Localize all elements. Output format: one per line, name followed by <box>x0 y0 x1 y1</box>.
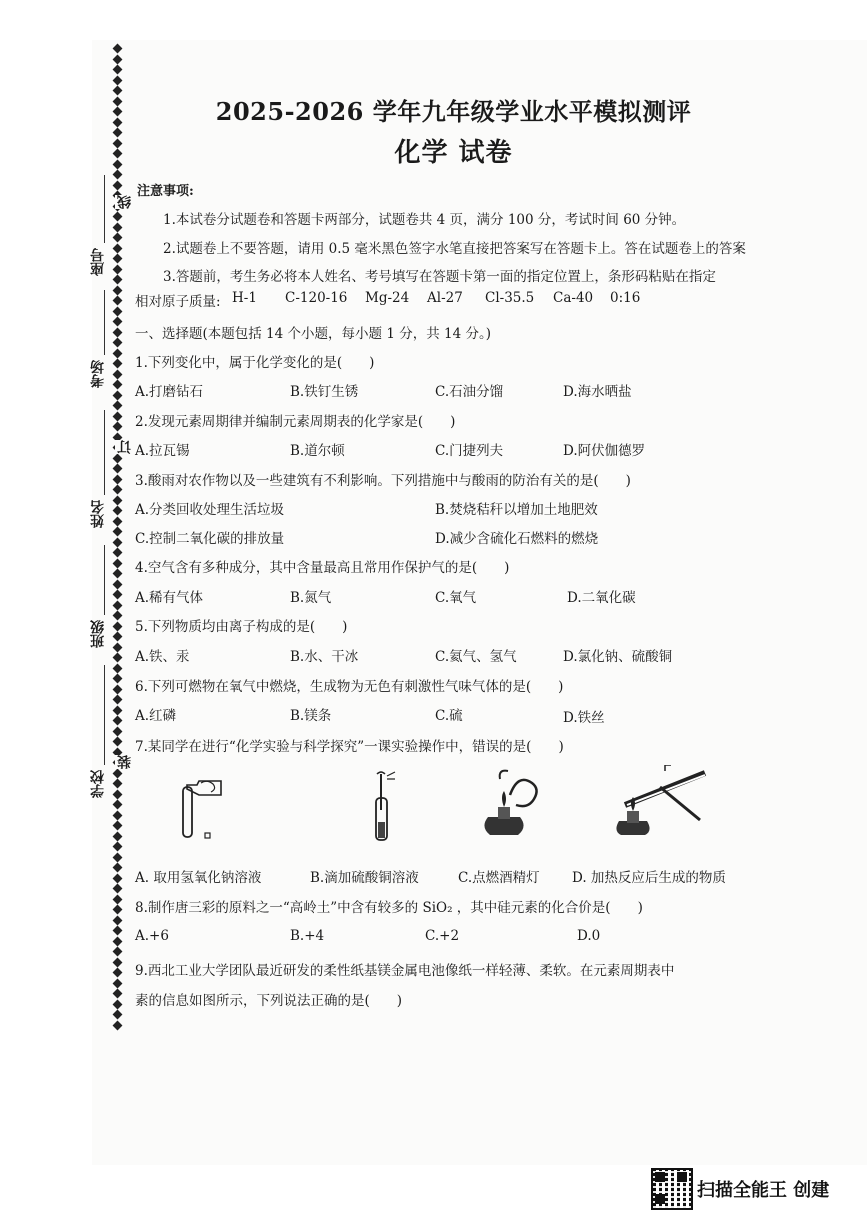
border-diamond <box>113 411 123 421</box>
q5-option-a[interactable]: A.铁、汞 <box>135 649 190 665</box>
q2-option-b[interactable]: B.道尔顿 <box>290 443 345 459</box>
q4-option-c[interactable]: C.氧气 <box>435 590 477 606</box>
q8-option-a[interactable]: A.+6 <box>135 928 169 944</box>
border-diamond <box>113 716 123 726</box>
border-diamond <box>113 233 123 243</box>
field-class-label: 班级 <box>90 620 106 648</box>
atomic-mass-c: C-120-16 <box>285 290 348 306</box>
border-diamond <box>113 642 123 652</box>
q1-option-a[interactable]: A.打磨钻石 <box>135 384 204 400</box>
q6-option-d[interactable]: D.铁丝 <box>563 710 605 726</box>
scanner-watermark: 扫描全能王 创建 <box>697 1180 830 1201</box>
border-diamond <box>113 506 123 516</box>
border-diamond <box>113 1020 123 1030</box>
border-diamond <box>113 800 123 810</box>
border-diamond <box>113 296 123 306</box>
border-diamond <box>113 674 123 684</box>
border-diamond <box>113 401 123 411</box>
q7-image-a-pour-naoh <box>175 775 230 845</box>
border-diamond <box>113 264 123 274</box>
border-diamond <box>113 254 123 264</box>
field-seat-line[interactable] <box>104 175 105 243</box>
border-diamond <box>113 842 123 852</box>
border-diamond <box>113 537 123 547</box>
binding-word-line: 线 <box>117 195 133 209</box>
border-diamond <box>113 852 123 862</box>
q7-image-b-dropper <box>365 770 405 845</box>
q5-option-c[interactable]: C.氦气、氢气 <box>435 649 517 665</box>
border-diamond <box>113 863 123 873</box>
binding-margin <box>108 45 132 1035</box>
q5-option-d[interactable]: D.氯化钠、硫酸铜 <box>563 649 673 665</box>
question-6: 6.下列可燃物在氧气中燃烧，生成物为无色有刺激性气味气体的是( ) <box>135 679 564 695</box>
border-diamond <box>113 978 123 988</box>
border-diamond <box>113 621 123 631</box>
border-diamond <box>113 275 123 285</box>
border-diamond <box>113 180 123 190</box>
border-diamond <box>113 338 123 348</box>
border-diamond <box>113 905 123 915</box>
atomic-mass-mg: Mg-24 <box>365 290 410 306</box>
border-diamond <box>113 590 123 600</box>
border-diamond <box>113 810 123 820</box>
q5-option-b[interactable]: B.水、干冰 <box>290 649 359 665</box>
atomic-mass-h: H-1 <box>232 290 257 306</box>
border-diamond <box>113 327 123 337</box>
binding-word-pack: 装 <box>117 755 133 769</box>
q3-option-d[interactable]: D.减少含硫化石燃料的燃烧 <box>435 531 599 547</box>
question-3: 3.酸雨对农作物以及一些建筑有不利影响。下列措施中与酸雨的防治有关的是( ) <box>135 473 631 489</box>
border-diamond <box>113 884 123 894</box>
border-diamond <box>113 768 123 778</box>
border-diamond <box>113 989 123 999</box>
question-8: 8.制作唐三彩的原料之一“高岭土”中含有较多的 SiO₂ ，其中硅元素的化合价是( ) <box>135 900 643 916</box>
border-diamond <box>113 632 123 642</box>
border-diamond <box>113 516 123 526</box>
border-diamond <box>113 737 123 747</box>
border-diamond <box>113 170 123 180</box>
border-diamond <box>113 663 123 673</box>
q7-option-a[interactable]: A. 取用氢氧化钠溶液 <box>135 870 262 886</box>
border-diamond <box>113 285 123 295</box>
border-diamond <box>113 873 123 883</box>
border-diamond <box>113 779 123 789</box>
q7-option-d[interactable]: D. 加热反应后生成的物质 <box>572 870 726 886</box>
atomic-mass-o: 0:16 <box>610 290 641 306</box>
border-diamond <box>113 1010 123 1020</box>
question-5: 5.下列物质均由离子构成的是( ) <box>135 619 348 635</box>
question-4: 4.空气含有多种成分，其中含量最高且常用作保护气的是( ) <box>135 560 510 576</box>
border-diamond <box>113 306 123 316</box>
border-diamond <box>113 600 123 610</box>
border-diamond <box>113 947 123 957</box>
border-diamond <box>113 222 123 232</box>
border-diamond <box>113 54 123 64</box>
qr-code-icon <box>651 1168 693 1210</box>
question-1: 1.下列变化中，属于化学变化的是( ) <box>135 355 375 371</box>
question-2: 2.发现元素周期律并编制元素周期表的化学家是( ) <box>135 414 456 430</box>
exam-subtitle: 化学 试卷 <box>394 138 513 168</box>
q4-option-d[interactable]: D.二氧化碳 <box>567 590 636 606</box>
border-diamond <box>113 453 123 463</box>
atomic-mass-cl: Cl-35.5 <box>485 290 535 306</box>
field-name-line[interactable] <box>104 410 105 495</box>
q6-option-c[interactable]: C.硫 <box>435 708 463 724</box>
question-9: 9.西北工业大学团队最近研发的柔性纸基镁金属电池像纸一样轻薄、柔软。在元素周期表中 <box>135 963 675 979</box>
exam-title: 2025-2026 学年九年级学业水平模拟测评 <box>215 97 692 126</box>
q4-option-a[interactable]: A.稀有气体 <box>135 590 204 606</box>
border-diamond <box>113 548 123 558</box>
q3-option-a[interactable]: A.分类回收处理生活垃圾 <box>135 502 285 518</box>
atomic-mass-al: Al-27 <box>427 290 463 306</box>
border-diamond <box>113 957 123 967</box>
q7-option-b[interactable]: B.滴加硫酸铜溶液 <box>310 870 419 886</box>
q2-option-c[interactable]: C.门捷列夫 <box>435 443 504 459</box>
border-diamond <box>113 243 123 253</box>
q1-option-d[interactable]: D.海水晒盐 <box>563 384 632 400</box>
border-diamond <box>113 831 123 841</box>
q8-option-c[interactable]: C.+2 <box>425 928 460 944</box>
border-diamond <box>113 579 123 589</box>
q1-option-b[interactable]: B.铁钉生锈 <box>290 384 359 400</box>
atomic-mass-ca: Ca-40 <box>553 290 594 306</box>
border-diamond <box>113 695 123 705</box>
q2-option-a[interactable]: A.拉瓦锡 <box>135 443 190 459</box>
diamond-border <box>108 45 132 1035</box>
q3-option-c[interactable]: C.控制二氧化碳的排放量 <box>135 531 285 547</box>
field-room-line[interactable] <box>104 290 105 355</box>
field-name-label: 姓名 <box>90 500 106 528</box>
field-school-label: 学校 <box>90 770 106 798</box>
border-diamond <box>113 821 123 831</box>
q7-option-c[interactable]: C.点燃酒精灯 <box>458 870 540 886</box>
border-diamond <box>113 359 123 369</box>
binding-word-bind: 订 <box>117 440 133 454</box>
border-diamond <box>113 558 123 568</box>
field-school-line[interactable] <box>104 665 105 765</box>
border-diamond <box>113 611 123 621</box>
border-diamond <box>113 474 123 484</box>
border-diamond <box>113 65 123 75</box>
border-diamond <box>113 390 123 400</box>
border-diamond <box>113 894 123 904</box>
q3-option-b[interactable]: B.焚烧秸秆以增加土地肥效 <box>435 502 598 518</box>
q6-option-a[interactable]: A.红磷 <box>135 708 177 724</box>
border-diamond <box>113 348 123 358</box>
border-diamond <box>113 527 123 537</box>
border-diamond <box>113 380 123 390</box>
border-diamond <box>113 968 123 978</box>
border-diamond <box>113 495 123 505</box>
field-class-line[interactable] <box>104 545 105 615</box>
question-7: 7.某同学在进行“化学实验与科学探究”一课实验操作中，错误的是( ) <box>135 739 564 755</box>
q8-option-d[interactable]: D.0 <box>577 928 601 944</box>
border-diamond <box>113 926 123 936</box>
q8-option-b[interactable]: B.+4 <box>290 928 325 944</box>
border-diamond <box>113 464 123 474</box>
q6-option-b[interactable]: B.镁条 <box>290 708 332 724</box>
question-9-cont: 素的信息如图所示，下列说法正确的是( ) <box>135 993 403 1009</box>
border-diamond <box>113 317 123 327</box>
note-3: 3.答题前，考生务必将本人姓名、考号填写在答题卡第一面的指定位置上，条形码粘贴在指定 <box>163 269 716 285</box>
notes-heading: 注意事项: <box>137 184 194 199</box>
border-diamond <box>113 999 123 1009</box>
border-diamond <box>113 44 123 54</box>
border-diamond <box>113 653 123 663</box>
border-diamond <box>113 212 123 222</box>
border-diamond <box>113 369 123 379</box>
field-room-label: 考场 <box>90 360 106 388</box>
q4-option-b[interactable]: B.氮气 <box>290 590 332 606</box>
border-diamond <box>113 936 123 946</box>
section-heading: 一、选择题(本题包括 14 个小题，每小题 1 分，共 14 分。) <box>135 326 491 342</box>
border-diamond <box>113 705 123 715</box>
border-diamond <box>113 684 123 694</box>
border-diamond <box>113 915 123 925</box>
border-diamond <box>113 422 123 432</box>
atomic-mass-label: 相对原子质量: <box>135 294 221 310</box>
q7-image-c-alcohol-lamp <box>470 765 550 840</box>
q1-option-c[interactable]: C.石油分馏 <box>435 384 504 400</box>
border-diamond <box>113 789 123 799</box>
q2-option-d[interactable]: D.阿伏伽德罗 <box>563 443 646 459</box>
border-diamond <box>113 75 123 85</box>
border-diamond <box>113 485 123 495</box>
note-1: 1.本试卷分试题卷和答题卡两部分，试题卷共 4 页，满分 100 分，考试时间 60 分钟。 <box>163 212 686 228</box>
note-2: 2.试题卷上不要答题，请用 0.5 毫米黑色签字水笔直接把答案写在答题卡上。答在试题卷上的答案 <box>163 241 746 257</box>
border-diamond <box>113 569 123 579</box>
field-seat-label: 座号 <box>90 248 106 276</box>
q7-image-d-heating <box>605 765 715 840</box>
border-diamond <box>113 726 123 736</box>
